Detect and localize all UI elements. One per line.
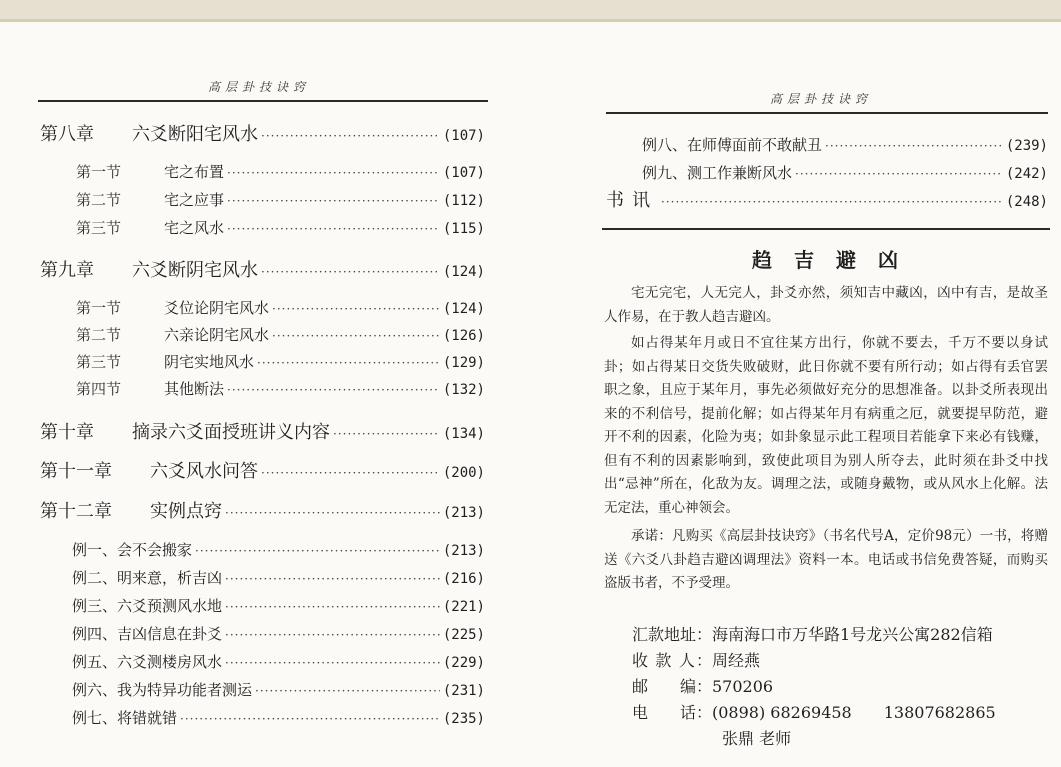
essay-paragraph: 如占得某年月或日不宜往某方出行，你就不要去，千万不要以身试卦；如占得某日交货失败破财，此日你就不要有所行动；如占得有丢官罢职之象，且应于某年月，事先必须做好充分的思想准备。以卦爻所表现出来的不利信号，提前化解；如占得某年月有病重之厄，就要提早防范，避开不利的因素，化险为夷；如卦象显示此工程项目若能拿下来必有钱赚，但有不利的因素影响到，致使此项目为别人所夺去，此时须在卦爻中找出“忌神”所在，化敌为友。调理之法，或随身戴物，或从风水上化解。法无定法，重心神领会。: [604, 335, 1048, 516]
contact-value: 海南海口市万华路1号龙兴公寓282信箱: [712, 625, 993, 644]
example-title: 例三、六爻预测风水地: [72, 597, 223, 615]
page-number: (213): [442, 543, 485, 559]
leader-dots: [272, 302, 440, 316]
chapter-title: 六爻风水问答: [150, 461, 258, 482]
section-number: 第三节: [76, 353, 122, 371]
top-band: [0, 0, 1061, 20]
section-title: 六亲论阴宅风水: [164, 326, 270, 344]
essay-paragraph: 宅无完宅，人无完人，卦爻亦然，须知吉中藏凶，凶中有吉，是故圣人作易，在于教人趋吉避凶。: [604, 285, 1048, 325]
section-title: 阴宅实地风水: [164, 353, 255, 371]
leader-dots: [272, 329, 440, 343]
page-number: (248): [1005, 194, 1048, 210]
contact-address: [632, 622, 993, 648]
page-number: (134): [442, 426, 485, 442]
example-title: 例四、吉凶信息在卦爻: [72, 625, 223, 643]
contact-label: 收 款 人：: [632, 651, 712, 670]
section-number: 第一节: [76, 299, 122, 317]
chapter-title: 摘录六爻面授班讲义内容: [132, 422, 330, 443]
section-title: 宅之应事: [164, 191, 225, 209]
section-title: 宅之布置: [164, 163, 225, 181]
leader-dots: [333, 427, 440, 441]
page-number: (129): [442, 355, 485, 371]
toc-example: [72, 707, 485, 728]
page-number: (242): [1005, 166, 1048, 182]
contact-value: 570206: [712, 677, 774, 696]
section-rule: [602, 228, 1050, 230]
contact-value: (0898) 68269458 13807682865: [712, 703, 996, 722]
leader-dots: [225, 656, 440, 670]
chapter-title: 六爻断阴宅风水: [132, 260, 258, 281]
example-title: 例五、六爻测楼房风水: [72, 653, 223, 671]
example-title: 例二、明来意，析吉凶: [72, 569, 223, 587]
page-number: (124): [442, 264, 485, 280]
section-number: 第一节: [76, 163, 122, 181]
top-band-edge: [0, 19, 1061, 22]
page-number: (126): [442, 328, 485, 344]
chapter-title: 实例点窍: [150, 501, 222, 522]
page-number: (112): [442, 193, 485, 209]
page-number: (124): [442, 301, 485, 317]
toc-example: [72, 679, 485, 700]
running-head: 高层卦技诀窍: [208, 80, 311, 94]
leader-dots: [227, 166, 440, 180]
chapter-title: 六爻断阳宅风水: [132, 124, 258, 145]
toc-chapter-10: [40, 418, 485, 444]
chapter-title: 书讯: [606, 190, 658, 211]
toc-example: [72, 623, 485, 644]
toc-book-news: [606, 186, 1048, 212]
contact-payee: [632, 648, 760, 674]
toc-chapter-8: [40, 120, 485, 146]
page-number: (239): [1005, 138, 1048, 154]
leader-dots: [261, 265, 440, 279]
leader-dots: [661, 195, 1003, 209]
toc-chapter-12: [40, 497, 485, 523]
leader-dots: [227, 383, 440, 397]
leader-dots: [225, 506, 440, 520]
leader-dots: [180, 712, 440, 726]
chapter-number: 第九章: [40, 260, 94, 281]
chapter-number: 第十一章: [40, 461, 112, 482]
leader-dots: [255, 684, 440, 698]
toc-section: [76, 297, 485, 318]
toc-example: [72, 595, 485, 616]
contact-postcode: [632, 674, 773, 700]
leader-dots: [225, 572, 440, 586]
example-title: 例九、测工作兼断风水: [642, 164, 793, 182]
leader-dots: [257, 356, 440, 370]
right-page: [598, 80, 1053, 760]
section-number: 第四节: [76, 380, 122, 398]
page-number: (200): [442, 465, 485, 481]
header-rule: [606, 112, 1048, 114]
section-number: 第二节: [76, 191, 122, 209]
page-number: (235): [442, 711, 485, 727]
left-page: [30, 70, 500, 760]
promise-paragraph: 承诺：凡购买《高层卦技诀窍》（书名代号A，定价98元）一书，将赠送《六爻八卦趋吉避凶调理法》资料一本。电话或书信免费答疑，而购买盗版书者，不予受理。: [604, 528, 1048, 591]
toc-example: [642, 162, 1048, 183]
toc-example: [72, 651, 485, 672]
contact-label: 电 话：: [632, 703, 713, 722]
chapter-number: 第十章: [40, 422, 94, 443]
leader-dots: [225, 600, 440, 614]
page-number: (107): [442, 165, 485, 181]
leader-dots: [795, 167, 1003, 181]
leader-dots: [261, 466, 440, 480]
section-title: 其他断法: [164, 380, 225, 398]
toc-example: [642, 134, 1048, 155]
chapter-number: 第八章: [40, 124, 94, 145]
toc-chapter-9: [40, 256, 485, 282]
page-number: (132): [442, 382, 485, 398]
leader-dots: [225, 628, 440, 642]
signature: 张鼎 老师: [722, 729, 792, 748]
example-title: 例八、在师傅面前不敢献丑: [642, 136, 823, 154]
toc-section: [76, 189, 485, 210]
section-number: 第二节: [76, 326, 122, 344]
leader-dots: [195, 544, 440, 558]
page-number: (213): [442, 505, 485, 521]
section-number: 第三节: [76, 219, 122, 237]
contact-label: 汇款地址：: [632, 625, 713, 644]
toc-section: [76, 161, 485, 182]
contact-label: 邮 编：: [632, 677, 713, 696]
page-number: (221): [442, 599, 485, 615]
leader-dots: [227, 222, 440, 236]
toc-section: [76, 378, 485, 399]
toc-example: [72, 539, 485, 560]
running-head: 高层卦技诀窍: [770, 92, 873, 106]
chapter-number: 第十二章: [40, 501, 112, 522]
example-title: 例七、将错就错: [72, 709, 178, 727]
toc-example: [72, 567, 485, 588]
leader-dots: [825, 139, 1003, 153]
leader-dots: [261, 129, 440, 143]
essay-title: 趋吉避凶: [752, 248, 920, 272]
leader-dots: [227, 194, 440, 208]
header-rule: [38, 100, 488, 102]
toc-section: [76, 217, 485, 238]
toc-section: [76, 324, 485, 345]
page-number: (225): [442, 627, 485, 643]
page-number: (216): [442, 571, 485, 587]
section-title: 爻位论阴宅风水: [164, 299, 270, 317]
contact-phone: [632, 700, 996, 726]
page-number: (107): [442, 128, 485, 144]
contact-value: 周经燕: [712, 651, 761, 670]
example-title: 例一、会不会搬家: [72, 541, 193, 559]
page-number: (231): [442, 683, 485, 699]
section-title: 宅之风水: [164, 219, 225, 237]
page-number: (229): [442, 655, 485, 671]
toc-chapter-11: [40, 457, 485, 483]
page-number: (115): [442, 221, 485, 237]
toc-section: [76, 351, 485, 372]
example-title: 例六、我为特异功能者测运: [72, 681, 253, 699]
